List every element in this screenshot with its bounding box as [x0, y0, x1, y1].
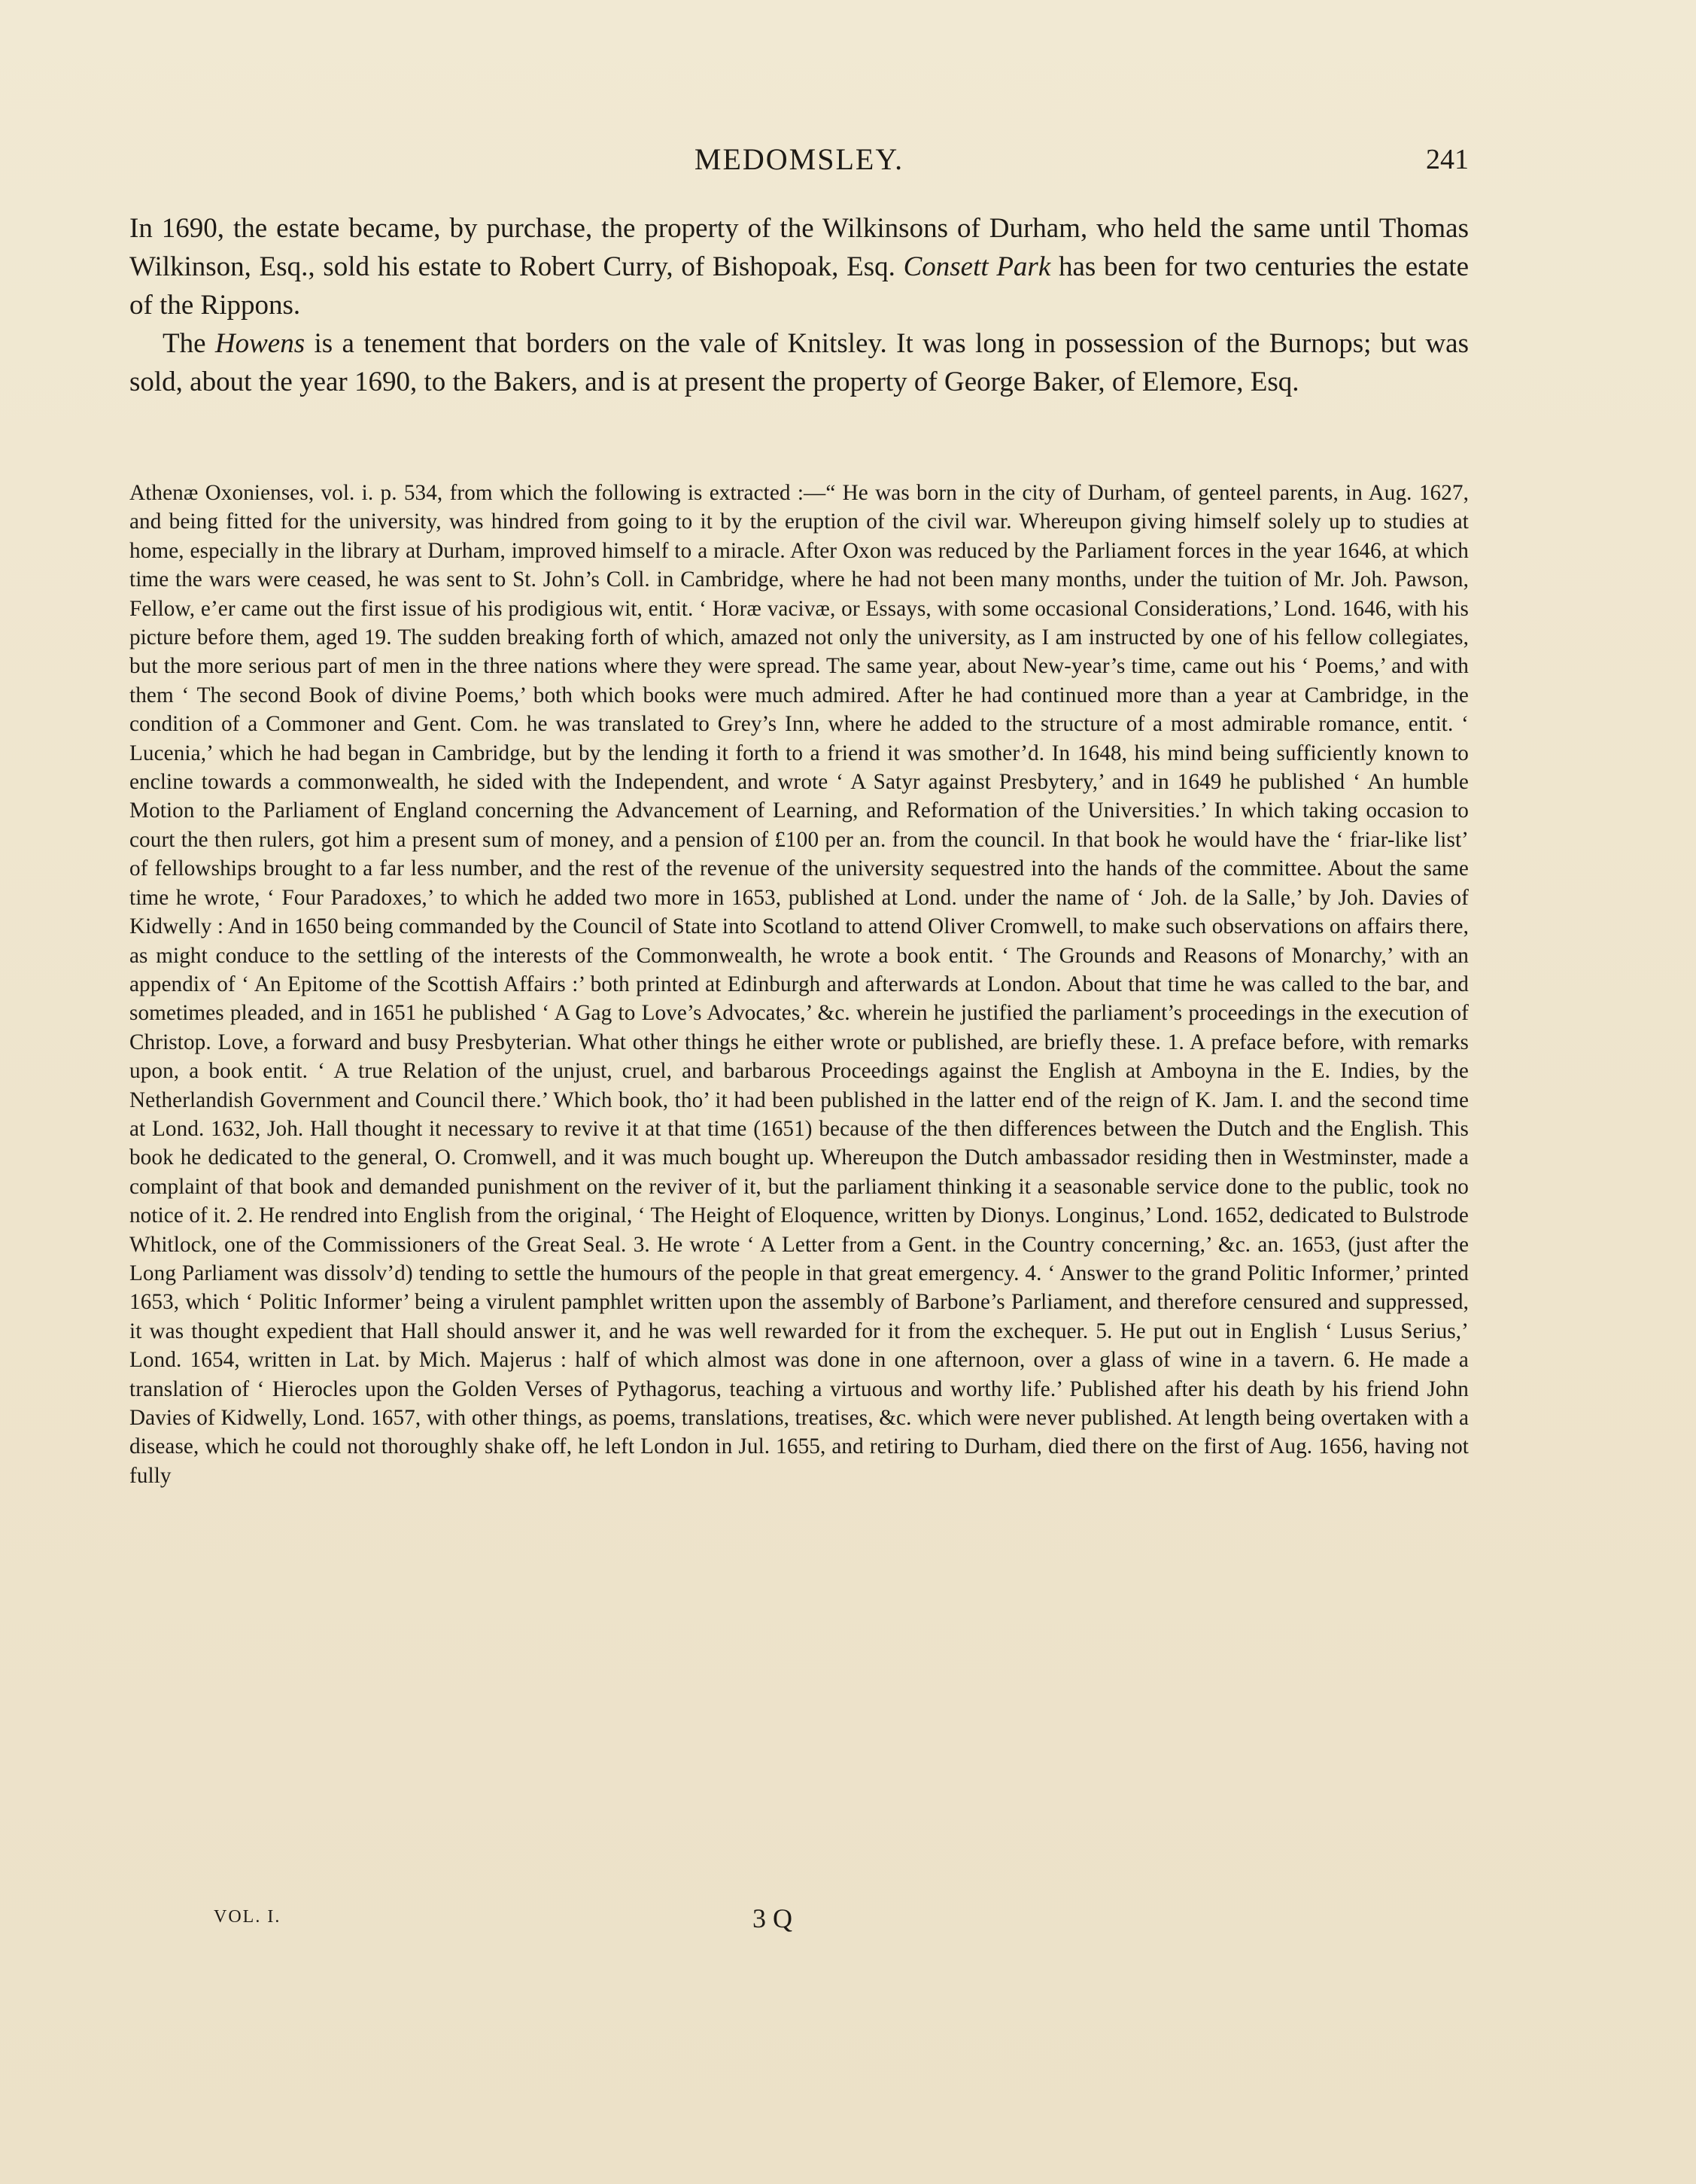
- place-name-italic: Howens: [214, 328, 305, 359]
- paragraph: [129, 209, 1469, 324]
- running-head: [129, 137, 1469, 182]
- paragraph-text: In 1690, the estate became, by purchase, the property of the Wilkinsons of Durham, who held the same until Thomas Wilkinson, Esq., sold his estate to Robert Curry, of Bishopoak, Esq.: [129, 213, 1469, 282]
- paragraph: [129, 324, 1469, 401]
- volume-mark: VOL. I.: [214, 1907, 281, 1927]
- place-name-italic: Consett Park: [903, 251, 1051, 282]
- page-number: 241: [1426, 144, 1469, 175]
- paragraph-text: is a tenement that borders on the vale of Knitsley. It was long in possession of the Burnops; but was sold, about the year 1690, to the Bakers, and is at present the property of George Baker, of Elemore, Esq.: [129, 328, 1469, 397]
- paragraph-text: has been for two centuries the estate of the Rippons.: [129, 251, 1470, 321]
- signature-mark: 3 Q: [752, 1903, 792, 1933]
- page-title: MEDOMSLEY.: [694, 142, 904, 176]
- paragraph-text: The: [163, 328, 215, 359]
- main-text: [129, 209, 1469, 401]
- page-footer: [129, 1903, 1469, 1940]
- footnote: Athenæ Oxonienses, vol. i. p. 534, from which the following is extracted :—“ He was born in the city of Durham, of genteel parents, in Aug. 1627, and being fitted for the university, was hindred from going to it by the eruption of the civil war. Whereupon giving himself solely up to studies at home, especially in the library at Durham, improved himself to a miracle. After Oxon was reduced by the Parliament forces in the year 1646, at which time the wars were ceased, he was sent to St. John’s Coll. in Cambridge, where he had not been many months, under the tuition of Mr. Joh. Pawson, Fellow, e’er came out the first issue of his prodigious wit, entit. ‘ Horæ vacivæ, or Essays, with some occasional Considerations,’ Lond. 1646, with his picture before them, aged 19. The sudden breaking forth of which, amazed not only the university, as I am instructed by one of his fellow collegiates, but the more serious part of men in the three nations where they were spread. The same year, about New-year’s time, came out his ‘ Poems,’ and with them ‘ The second Book of divine Poems,’ both which books were much admired. After he had continued more than a year at Cambridge, in the condition of a Commoner and Gent. Com. he was translated to Grey’s Inn, where he added to the structure of a most admirable romance, entit. ‘ Lucenia,’ which he had began in Cambridge, but by the lending it forth to a friend it was smother’d. In 1648, his mind being sufficiently known to encline towards a commonwealth, he sided with the Independent, and wrote ‘ A Satyr against Presbytery,’ and in 1649 he published ‘ An humble Motion to the Parliament of England concerning the Advancement of Learning, and Reformation of the Universities.’ In which taking occasion to court the then rulers, got him a present sum of money, and a pension of £100 per an. from the council. In that book he would have the ‘ friar-like list’ of fellowships brought to a far less number, and the rest of the revenue of the university sequestred into the hands of the committee. About the same time he wrote, ‘ Four Paradoxes,’ to which he added two more in 1653, published at Lond. under the name of ‘ Joh. de la Salle,’ by Joh. Davies of Kidwelly : And in 1650 being commanded by the Council of State into Scotland to attend Oliver Cromwell, to make such observations on affairs there, as might conduce to the settling of the interests of the Commonwealth, he wrote a book entit. ‘ The Grounds and Reasons of Monarchy,’ with an appendix of ‘ An Epitome of the Scottish Affairs :’ both printed at Edinburgh and afterwards at London. About that time he was called to the bar, and sometimes pleaded, and in 1651 he published ‘ A Gag to Love’s Advocates,’ &c. wherein he justified the parliament’s proceedings in the execution of Christop. Love, a forward and busy Presbyterian. What other things he either wrote or published, are briefly these. 1. A preface before, with remarks upon, a book entit. ‘ A true Relation of the unjust, cruel, and barbarous Proceedings against the English at Amboyna in the E. Indies, by the Netherlandish Government and Council there.’ Which book, tho’ it had been published in the latter end of the reign of K. Jam. I. and the second time at Lond. 1632, Joh. Hall thought it necessary to revive it at that time (1651) because of the then differences between the Dutch and the English. This book he dedicated to the general, O. Cromwell, and it was much bought up. Whereupon the Dutch ambassador residing then in Westminster, made a complaint of that book and demanded punishment on the reviver of it, but the parliament thinking it a seasonable service done to the public, took no notice of it. 2. He rendred into English from the original, ‘ The Height of Eloquence, written by Dionys. Longinus,’ Lond. 1652, dedicated to Bulstrode Whitlock, one of the Commissioners of the Great Seal. 3. He wrote ‘ A Letter from a Gent. in the Country concerning,’ &c. an. 1653, (just after the Long Parliament was dissolv’d) tending to settle the humours of the people in that great emergency. 4. ‘ Answer to the grand Politic Informer,’ printed 1653, which ‘ Politic Informer’ being a virulent pamphlet written upon the assembly of Barbone’s Parliament, and therefore censured and suppressed, it was thought expedient that Hall should answer it, and he was well rewarded for it from the exchequer. 5. He put out in English ‘ Lusus Serius,’ Lond. 1654, written in Lat. by Mich. Majerus : half of which almost was done in one afternoon, over a glass of wine in a tavern. 6. He made a translation of ‘ Hierocles upon the Golden Verses of Pythagorus, teaching a virtuous and worthy life.’ Published after his death by his friend John Davies of Kidwelly, Lond. 1657, with other things, as poems, translations, treatises, &c. which were never published. At length being overtaken with a disease, which he could not thoroughly shake off, he left London in Jul. 1655, and retiring to Durham, died there on the first of Aug. 1656, having not fully: [129, 481, 1469, 1488]
